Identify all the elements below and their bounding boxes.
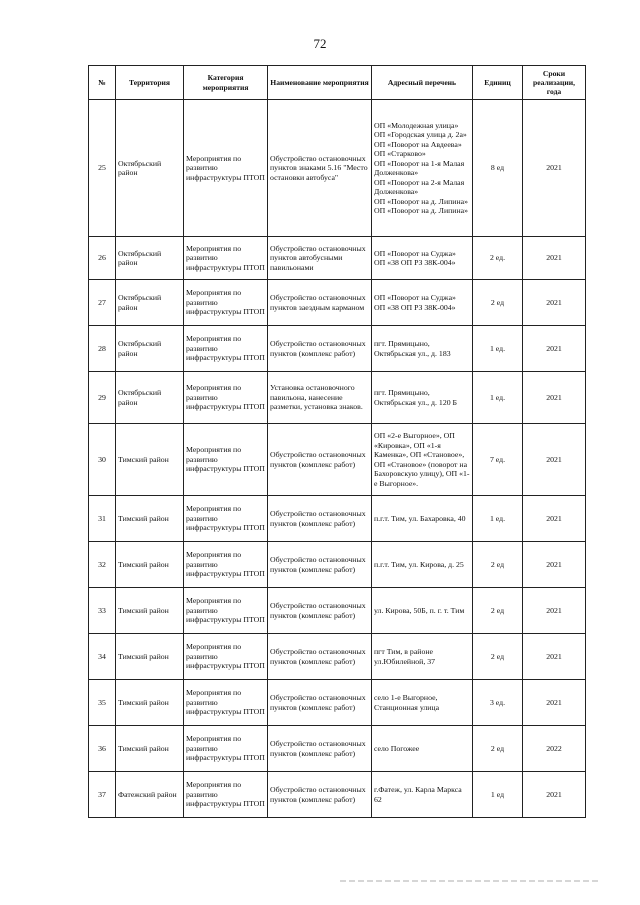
- row-name: Обустройство остановочных пунктов заездным карманом: [268, 280, 372, 326]
- row-category: Мероприятия по развитию инфраструктуры ПТОП: [184, 237, 268, 280]
- address-line: ОП «Поворот на 1-я Малая Долженкова»: [374, 158, 465, 177]
- row-name: Установка остановочного павильона, нанесение разметки, установка знаков.: [268, 372, 372, 424]
- table-header-row: [89, 66, 586, 100]
- row-territory: Тимский район: [116, 588, 184, 634]
- row-deadline: 2021: [523, 680, 586, 726]
- address-line: ОП «Городская улица д. 2а»: [374, 130, 467, 139]
- row-address: [372, 634, 473, 680]
- row-units: 3 ед.: [473, 680, 523, 726]
- row-address: [372, 772, 473, 818]
- row-number: 31: [89, 496, 116, 542]
- address-line: ОП «Поворот на Авдеева»: [374, 139, 462, 149]
- row-units: 1 ед.: [473, 496, 523, 542]
- table-row: [89, 326, 586, 372]
- row-territory: Октябрьский район: [116, 237, 184, 280]
- row-name: Обустройство остановочных пунктов знаками 5.16 "Место остановки автобуса": [268, 100, 372, 237]
- row-number: 36: [89, 726, 116, 772]
- row-category: Мероприятия по развитию инфраструктуры ПТОП: [184, 772, 268, 818]
- row-name: Обустройство остановочных пунктов (комплекс работ): [268, 496, 372, 542]
- address-line: пгт. Прямицыно, Октябрьская ул., д. 183: [374, 339, 451, 358]
- row-address: [372, 424, 473, 496]
- row-number: 32: [89, 542, 116, 588]
- row-category: Мероприятия по развитию инфраструктуры ПТОП: [184, 100, 268, 237]
- row-territory: Тимский район: [116, 680, 184, 726]
- row-address: [372, 372, 473, 424]
- address-line: ОП «Старково»: [374, 149, 426, 158]
- row-deadline: 2021: [523, 588, 586, 634]
- row-territory: Октябрьский район: [116, 326, 184, 372]
- row-category: Мероприятия по развитию инфраструктуры ПТОП: [184, 424, 268, 496]
- row-category: Мероприятия по развитию инфраструктуры ПТОП: [184, 726, 268, 772]
- row-number: 37: [89, 772, 116, 818]
- row-address: [372, 726, 473, 772]
- table-row: [89, 372, 586, 424]
- row-number: 28: [89, 326, 116, 372]
- row-number: 27: [89, 280, 116, 326]
- row-number: 35: [89, 680, 116, 726]
- address-line: ОП «2-е Выгорное», ОП «Кировка», ОП «1-я Каменка», ОП «Становое», ОП «Становое» (поворот на Бахоровскую улицу), ОП «1-е Выгорное».: [374, 431, 470, 488]
- header-num: №: [89, 66, 116, 100]
- row-territory: Тимский район: [116, 634, 184, 680]
- row-name: Обустройство остановочных пунктов (комплекс работ): [268, 726, 372, 772]
- row-address: [372, 280, 473, 326]
- address-line: ОП «Поворот на Суджа»: [374, 248, 456, 258]
- address-line: ул. Кирова, 50Б, п. г. т. Тим: [374, 605, 465, 615]
- row-territory: Фатежский район: [116, 772, 184, 818]
- address-line: п.г.т. Тим, ул. Кирова, д. 25: [374, 559, 464, 569]
- row-units: 1 ед: [473, 772, 523, 818]
- header-deadline: Сроки реализации, года: [523, 66, 586, 100]
- row-units: 2 ед.: [473, 237, 523, 280]
- table-row: [89, 588, 586, 634]
- scan-edge-mark: [340, 880, 600, 882]
- address-line: ОП «Поворот на д. Липина»: [374, 206, 469, 215]
- row-territory: Октябрьский район: [116, 280, 184, 326]
- row-number: 34: [89, 634, 116, 680]
- row-name: Обустройство остановочных пунктов (комплекс работ): [268, 424, 372, 496]
- row-deadline: 2021: [523, 237, 586, 280]
- row-category: Мероприятия по развитию инфраструктуры ПТОП: [184, 542, 268, 588]
- row-address: [372, 496, 473, 542]
- address-line: ОП «38 ОП РЗ 38К-004»: [374, 302, 456, 312]
- table-row: [89, 100, 586, 237]
- table-row: [89, 772, 586, 818]
- address-line: ОП «38 ОП РЗ 38К-004»: [374, 258, 456, 267]
- header-units: Единиц: [473, 66, 523, 100]
- row-deadline: 2021: [523, 496, 586, 542]
- row-category: Мероприятия по развитию инфраструктуры ПТОП: [184, 588, 268, 634]
- row-address: [372, 100, 473, 237]
- table-row: [89, 280, 586, 326]
- row-deadline: 2022: [523, 726, 586, 772]
- row-name: Обустройство остановочных пунктов (комплекс работ): [268, 680, 372, 726]
- address-line: ОП «Поворот на 2-я Малая Долженкова»: [374, 177, 465, 196]
- row-number: 30: [89, 424, 116, 496]
- row-deadline: 2021: [523, 634, 586, 680]
- row-territory: Тимский район: [116, 496, 184, 542]
- row-address: [372, 542, 473, 588]
- row-category: Мероприятия по развитию инфраструктуры ПТОП: [184, 680, 268, 726]
- row-name: Обустройство остановочных пунктов (комплекс работ): [268, 772, 372, 818]
- row-territory: Тимский район: [116, 542, 184, 588]
- row-territory: Тимский район: [116, 424, 184, 496]
- row-deadline: 2021: [523, 772, 586, 818]
- row-address: [372, 237, 473, 280]
- address-line: п.г.т. Тим, ул. Бахаровка, 40: [374, 513, 466, 523]
- table-row: [89, 237, 586, 280]
- row-address: [372, 588, 473, 634]
- row-category: Мероприятия по развитию инфраструктуры ПТОП: [184, 372, 268, 424]
- row-territory: Октябрьский район: [116, 372, 184, 424]
- table-row: [89, 726, 586, 772]
- row-number: 29: [89, 372, 116, 424]
- table-row: [89, 542, 586, 588]
- header-name: Наименование мероприятия: [268, 66, 372, 100]
- row-category: Мероприятия по развитию инфраструктуры ПТОП: [184, 634, 268, 680]
- row-units: 2 ед: [473, 280, 523, 326]
- row-deadline: 2021: [523, 100, 586, 237]
- table-row: [89, 680, 586, 726]
- row-units: 2 ед: [473, 634, 523, 680]
- row-number: 25: [89, 100, 116, 237]
- address-line: село 1-е Выгорное, Станционная улица: [374, 693, 440, 712]
- row-name: Обустройство остановочных пунктов автобусными павильонами: [268, 237, 372, 280]
- row-units: 1 ед.: [473, 372, 523, 424]
- row-units: 1 ед.: [473, 326, 523, 372]
- table-row: [89, 424, 586, 496]
- row-name: Обустройство остановочных пунктов (комплекс работ): [268, 542, 372, 588]
- row-deadline: 2021: [523, 542, 586, 588]
- address-line: пгт Тим, в районе ул.Юбилейной, 37: [374, 647, 436, 666]
- address-line: ОП «Поворот на д. Липина»: [374, 196, 469, 206]
- address-line: ОП «Молодежная улица»: [374, 120, 459, 130]
- row-units: 2 ед: [473, 726, 523, 772]
- row-name: Обустройство остановочных пунктов (комплекс работ): [268, 588, 372, 634]
- row-territory: Октябрьский район: [116, 100, 184, 237]
- row-name: Обустройство остановочных пунктов (комплекс работ): [268, 634, 372, 680]
- row-category: Мероприятия по развитию инфраструктуры ПТОП: [184, 496, 268, 542]
- row-units: 2 ед: [473, 588, 523, 634]
- header-address: Адресный перечень: [372, 66, 473, 100]
- address-line: село Погожее: [374, 743, 420, 753]
- address-line: ОП «Поворот на Суджа»: [374, 293, 456, 302]
- address-line: г.Фатеж, ул. Карла Маркса 62: [374, 785, 462, 804]
- measures-table: [88, 65, 586, 818]
- row-units: 2 ед: [473, 542, 523, 588]
- table-body: [89, 100, 586, 818]
- header-territory: Территория: [116, 66, 184, 100]
- row-deadline: 2021: [523, 372, 586, 424]
- page-number: 72: [313, 36, 327, 51]
- row-deadline: 2021: [523, 280, 586, 326]
- row-category: Мероприятия по развитию инфраструктуры ПТОП: [184, 280, 268, 326]
- row-number: 33: [89, 588, 116, 634]
- table-row: [89, 634, 586, 680]
- header-category: Категория мероприятия: [184, 66, 268, 100]
- row-deadline: 2021: [523, 326, 586, 372]
- row-address: [372, 326, 473, 372]
- address-line: пгт. Прямицыно, Октябрьская ул., д. 120 Б: [374, 388, 458, 407]
- row-number: 26: [89, 237, 116, 280]
- row-territory: Тимский район: [116, 726, 184, 772]
- row-name: Обустройство остановочных пунктов (комплекс работ): [268, 326, 372, 372]
- table-row: [89, 496, 586, 542]
- row-units: 8 ед: [473, 100, 523, 237]
- row-category: Мероприятия по развитию инфраструктуры ПТОП: [184, 326, 268, 372]
- row-units: 7 ед.: [473, 424, 523, 496]
- row-deadline: 2021: [523, 424, 586, 496]
- row-address: [372, 680, 473, 726]
